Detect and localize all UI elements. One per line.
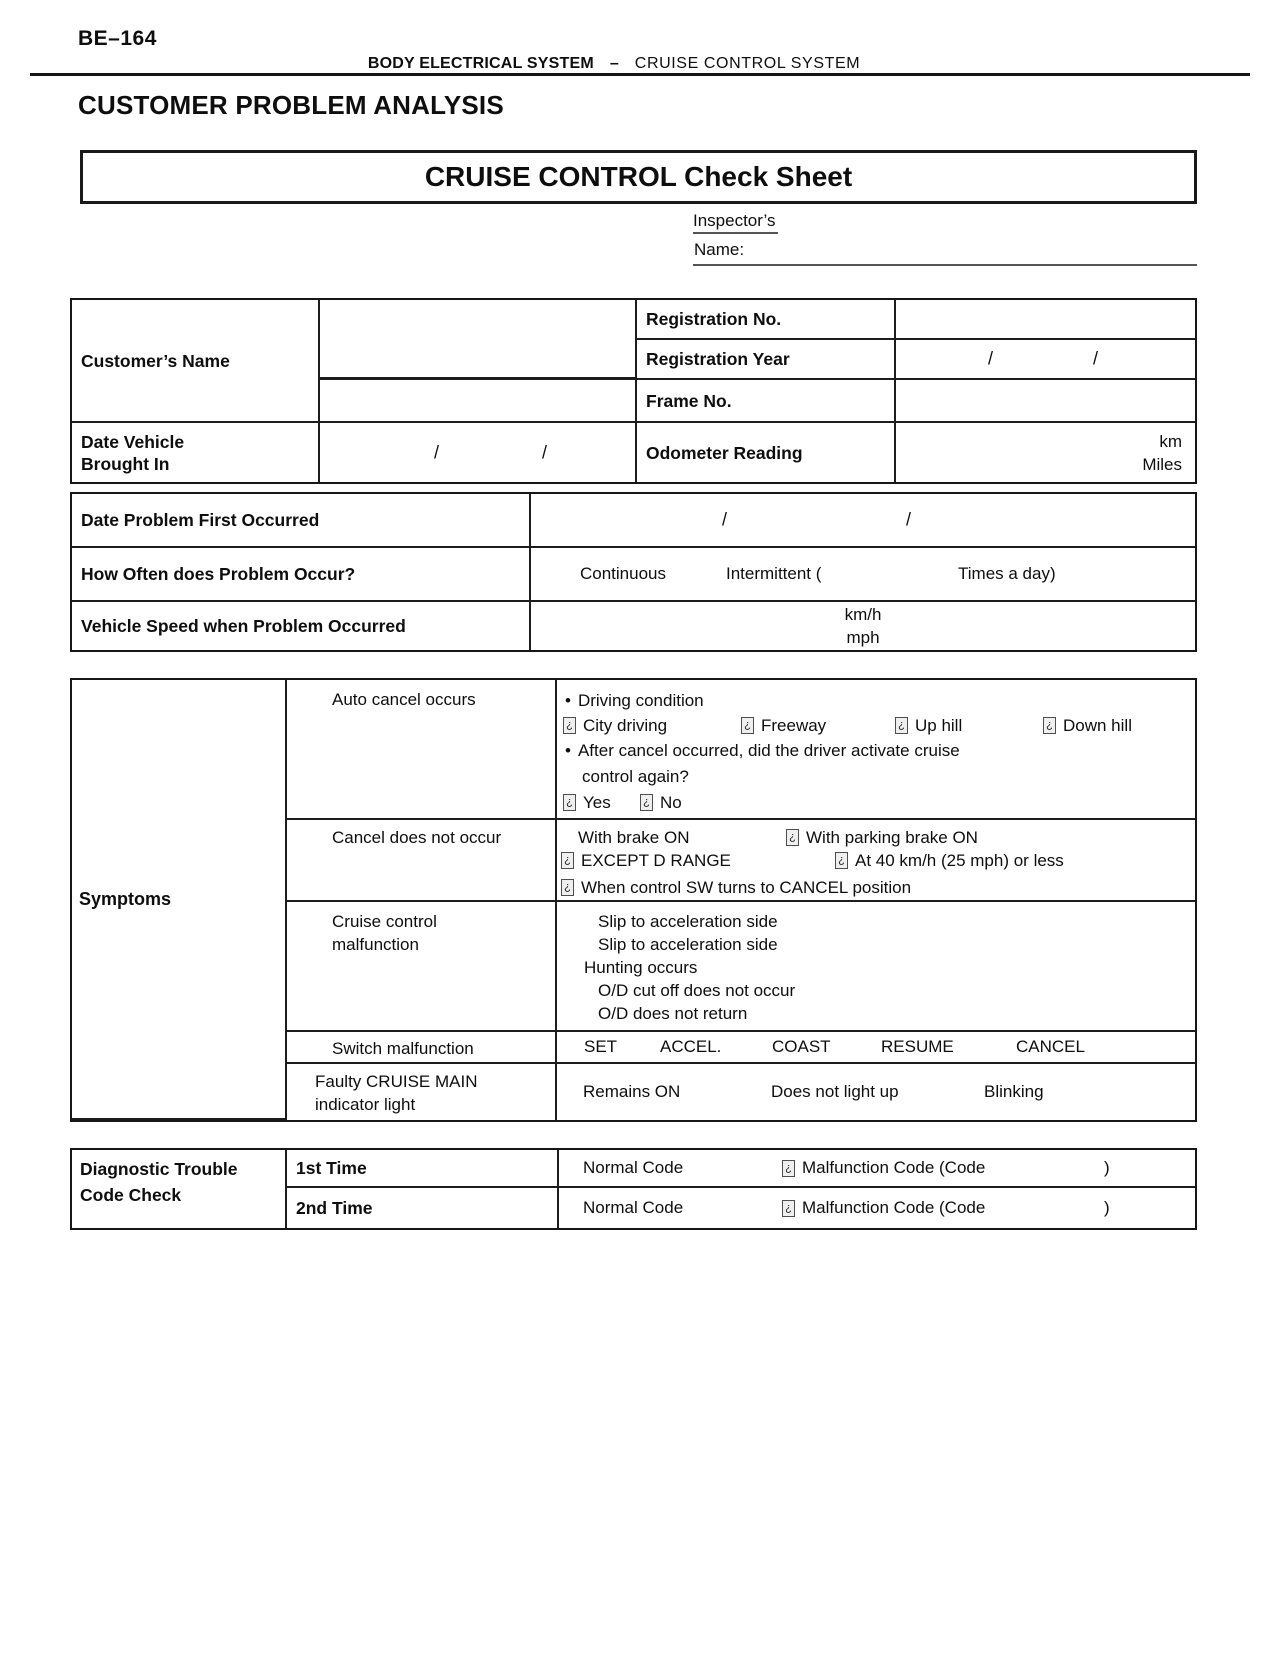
checkbox-icon: ¿ — [786, 829, 799, 846]
unit-mph: mph — [846, 628, 880, 647]
option-up-hill: Up hill — [915, 715, 963, 735]
running-header — [0, 55, 1254, 73]
checkbox-icon: ¿ — [1043, 717, 1056, 734]
registration-year-label: Registration Year — [637, 340, 896, 380]
registration-no-label: Registration No. — [637, 300, 896, 340]
date-problem-label: Date Problem First Occurred — [72, 494, 531, 548]
customer-name-label: Customer’s Name — [72, 300, 320, 423]
dtc-first-time-label: 1st Time — [287, 1150, 559, 1188]
frame-no-label: Frame No. — [637, 380, 896, 423]
unit-km: km — [1159, 431, 1182, 451]
checkbox-icon: ¿ — [835, 852, 848, 869]
slash: / — [722, 509, 728, 530]
option-no: No — [660, 792, 682, 812]
date-problem-field — [531, 494, 1195, 548]
option-yes: Yes — [583, 792, 611, 812]
option-except-d-range: EXCEPT D RANGE — [581, 850, 731, 870]
section-title: CUSTOMER PROBLEM ANALYSIS — [78, 90, 504, 120]
dtc-second-time-result — [559, 1188, 1195, 1228]
driving-condition-label: Driving condition — [577, 690, 704, 710]
dtc-second-time-label: 2nd Time — [287, 1188, 559, 1228]
option-blinking: Blinking — [984, 1082, 1044, 1101]
date-brought-in-field — [320, 423, 637, 482]
cancel-not-occur-content — [557, 820, 1195, 902]
date-brought-in-label: Date Vehicle Brought In — [72, 423, 320, 482]
normal-code-label: Normal Code — [583, 1198, 684, 1217]
header-system-title: BODY ELECTRICAL SYSTEM — [367, 55, 594, 72]
symptom-slip-2: Slip to acceleration side — [598, 934, 778, 954]
bullet-icon: • — [565, 741, 571, 760]
slash: / — [542, 442, 548, 462]
dtc-table — [70, 1148, 1197, 1230]
checkbox-icon: ¿ — [741, 717, 754, 734]
auto-cancel-content — [557, 680, 1195, 820]
symptom-od-return: O/D does not return — [598, 1003, 748, 1023]
customer-name-field-2 — [320, 380, 637, 423]
slash: / — [988, 348, 994, 369]
checkbox-icon: ¿ — [561, 879, 574, 896]
option-coast: COAST — [772, 1037, 831, 1056]
customer-name-field — [320, 300, 637, 380]
close-paren: ) — [1104, 1158, 1110, 1177]
slash: / — [434, 442, 440, 462]
dtc-first-time-result — [559, 1150, 1195, 1188]
after-cancel-question-line2: control again? — [582, 767, 689, 786]
problem-table — [70, 492, 1197, 652]
option-city-driving: City driving — [583, 715, 668, 735]
page-number: BE–164 — [78, 27, 157, 50]
slash: / — [1093, 348, 1099, 369]
inspector-name-label: Name: — [694, 240, 745, 259]
option-accel: ACCEL. — [660, 1037, 722, 1056]
odometer-label: Odometer Reading — [637, 423, 896, 482]
inspector-block — [693, 211, 1197, 266]
symptom-slip-1: Slip to acceleration side — [598, 911, 778, 931]
category-faulty-indicator: Faulty CRUISE MAIN indicator light — [287, 1064, 557, 1120]
option-set: SET — [584, 1037, 618, 1056]
dtc-label: Diagnostic Trouble Code Check — [72, 1150, 287, 1228]
header-rule — [30, 73, 1250, 76]
speed-field — [531, 602, 1195, 650]
sheet-title: CRUISE CONTROL Check Sheet — [424, 161, 853, 192]
frequency-field — [531, 548, 1195, 602]
bullet-icon: • — [565, 690, 571, 710]
option-resume: RESUME — [881, 1037, 954, 1056]
checkbox-icon: ¿ — [782, 1200, 795, 1217]
slash: / — [906, 509, 912, 530]
option-times-a-day: Times a day) — [958, 564, 1056, 583]
after-cancel-question-line1: After cancel occurred, did the driver activate cruise — [577, 741, 960, 760]
option-at-40: At 40 km/h (25 mph) or less — [855, 850, 1064, 870]
odometer-field — [896, 423, 1195, 482]
registration-no-field — [896, 300, 1195, 340]
option-down-hill: Down hill — [1063, 715, 1132, 735]
symptom-hunting: Hunting occurs — [584, 957, 698, 977]
checkbox-icon: ¿ — [563, 717, 576, 734]
header-subsystem-title: CRUISE CONTROL SYSTEM — [634, 55, 861, 72]
inspector-name-line — [693, 240, 1197, 266]
speed-label: Vehicle Speed when Problem Occurred — [72, 602, 531, 650]
category-cruise-malfunction: Cruise control malfunction — [287, 902, 557, 1032]
switch-malfunction-content — [557, 1032, 1195, 1064]
checkbox-icon: ¿ — [563, 794, 576, 811]
option-does-not-light: Does not light up — [771, 1082, 899, 1101]
sheet-title-box — [80, 150, 1197, 204]
frame-no-field — [896, 380, 1195, 423]
inspector-label: Inspector’s — [693, 211, 778, 234]
option-continuous: Continuous — [580, 564, 667, 583]
checkbox-icon: ¿ — [895, 717, 908, 734]
symptom-od-cutoff: O/D cut off does not occur — [598, 980, 796, 1000]
category-switch-malfunction: Switch malfunction — [287, 1032, 557, 1064]
checkbox-icon: ¿ — [561, 852, 574, 869]
option-intermittent: Intermittent ( — [726, 564, 822, 583]
frequency-label: How Often does Problem Occur? — [72, 548, 531, 602]
category-cancel-not-occur: Cancel does not occur — [287, 820, 557, 902]
close-paren: ) — [1104, 1198, 1110, 1217]
option-control-sw-cancel: When control SW turns to CANCEL position — [581, 877, 912, 897]
option-cancel: CANCEL — [1016, 1037, 1085, 1056]
category-auto-cancel: Auto cancel occurs — [287, 680, 557, 820]
cruise-malfunction-content — [557, 902, 1195, 1032]
malfunction-code-label: Malfunction Code (Code — [802, 1198, 986, 1217]
unit-miles: Miles — [1142, 454, 1182, 474]
symptoms-header: Symptoms — [72, 680, 287, 1120]
header-dash: – — [609, 55, 619, 72]
option-freeway: Freeway — [761, 715, 827, 735]
unit-kmh: km/h — [844, 605, 882, 624]
option-parking-brake: With parking brake ON — [806, 827, 978, 847]
symptoms-table — [70, 678, 1197, 1122]
checkbox-icon: ¿ — [782, 1160, 795, 1177]
checkbox-icon: ¿ — [640, 794, 653, 811]
option-with-brake-on: With brake ON — [578, 827, 690, 847]
option-remains-on: Remains ON — [583, 1082, 681, 1101]
vehicle-info-table — [70, 298, 1197, 484]
registration-year-field — [896, 340, 1195, 380]
normal-code-label: Normal Code — [583, 1158, 684, 1177]
faulty-indicator-content — [557, 1064, 1195, 1120]
malfunction-code-label: Malfunction Code (Code — [802, 1158, 986, 1177]
